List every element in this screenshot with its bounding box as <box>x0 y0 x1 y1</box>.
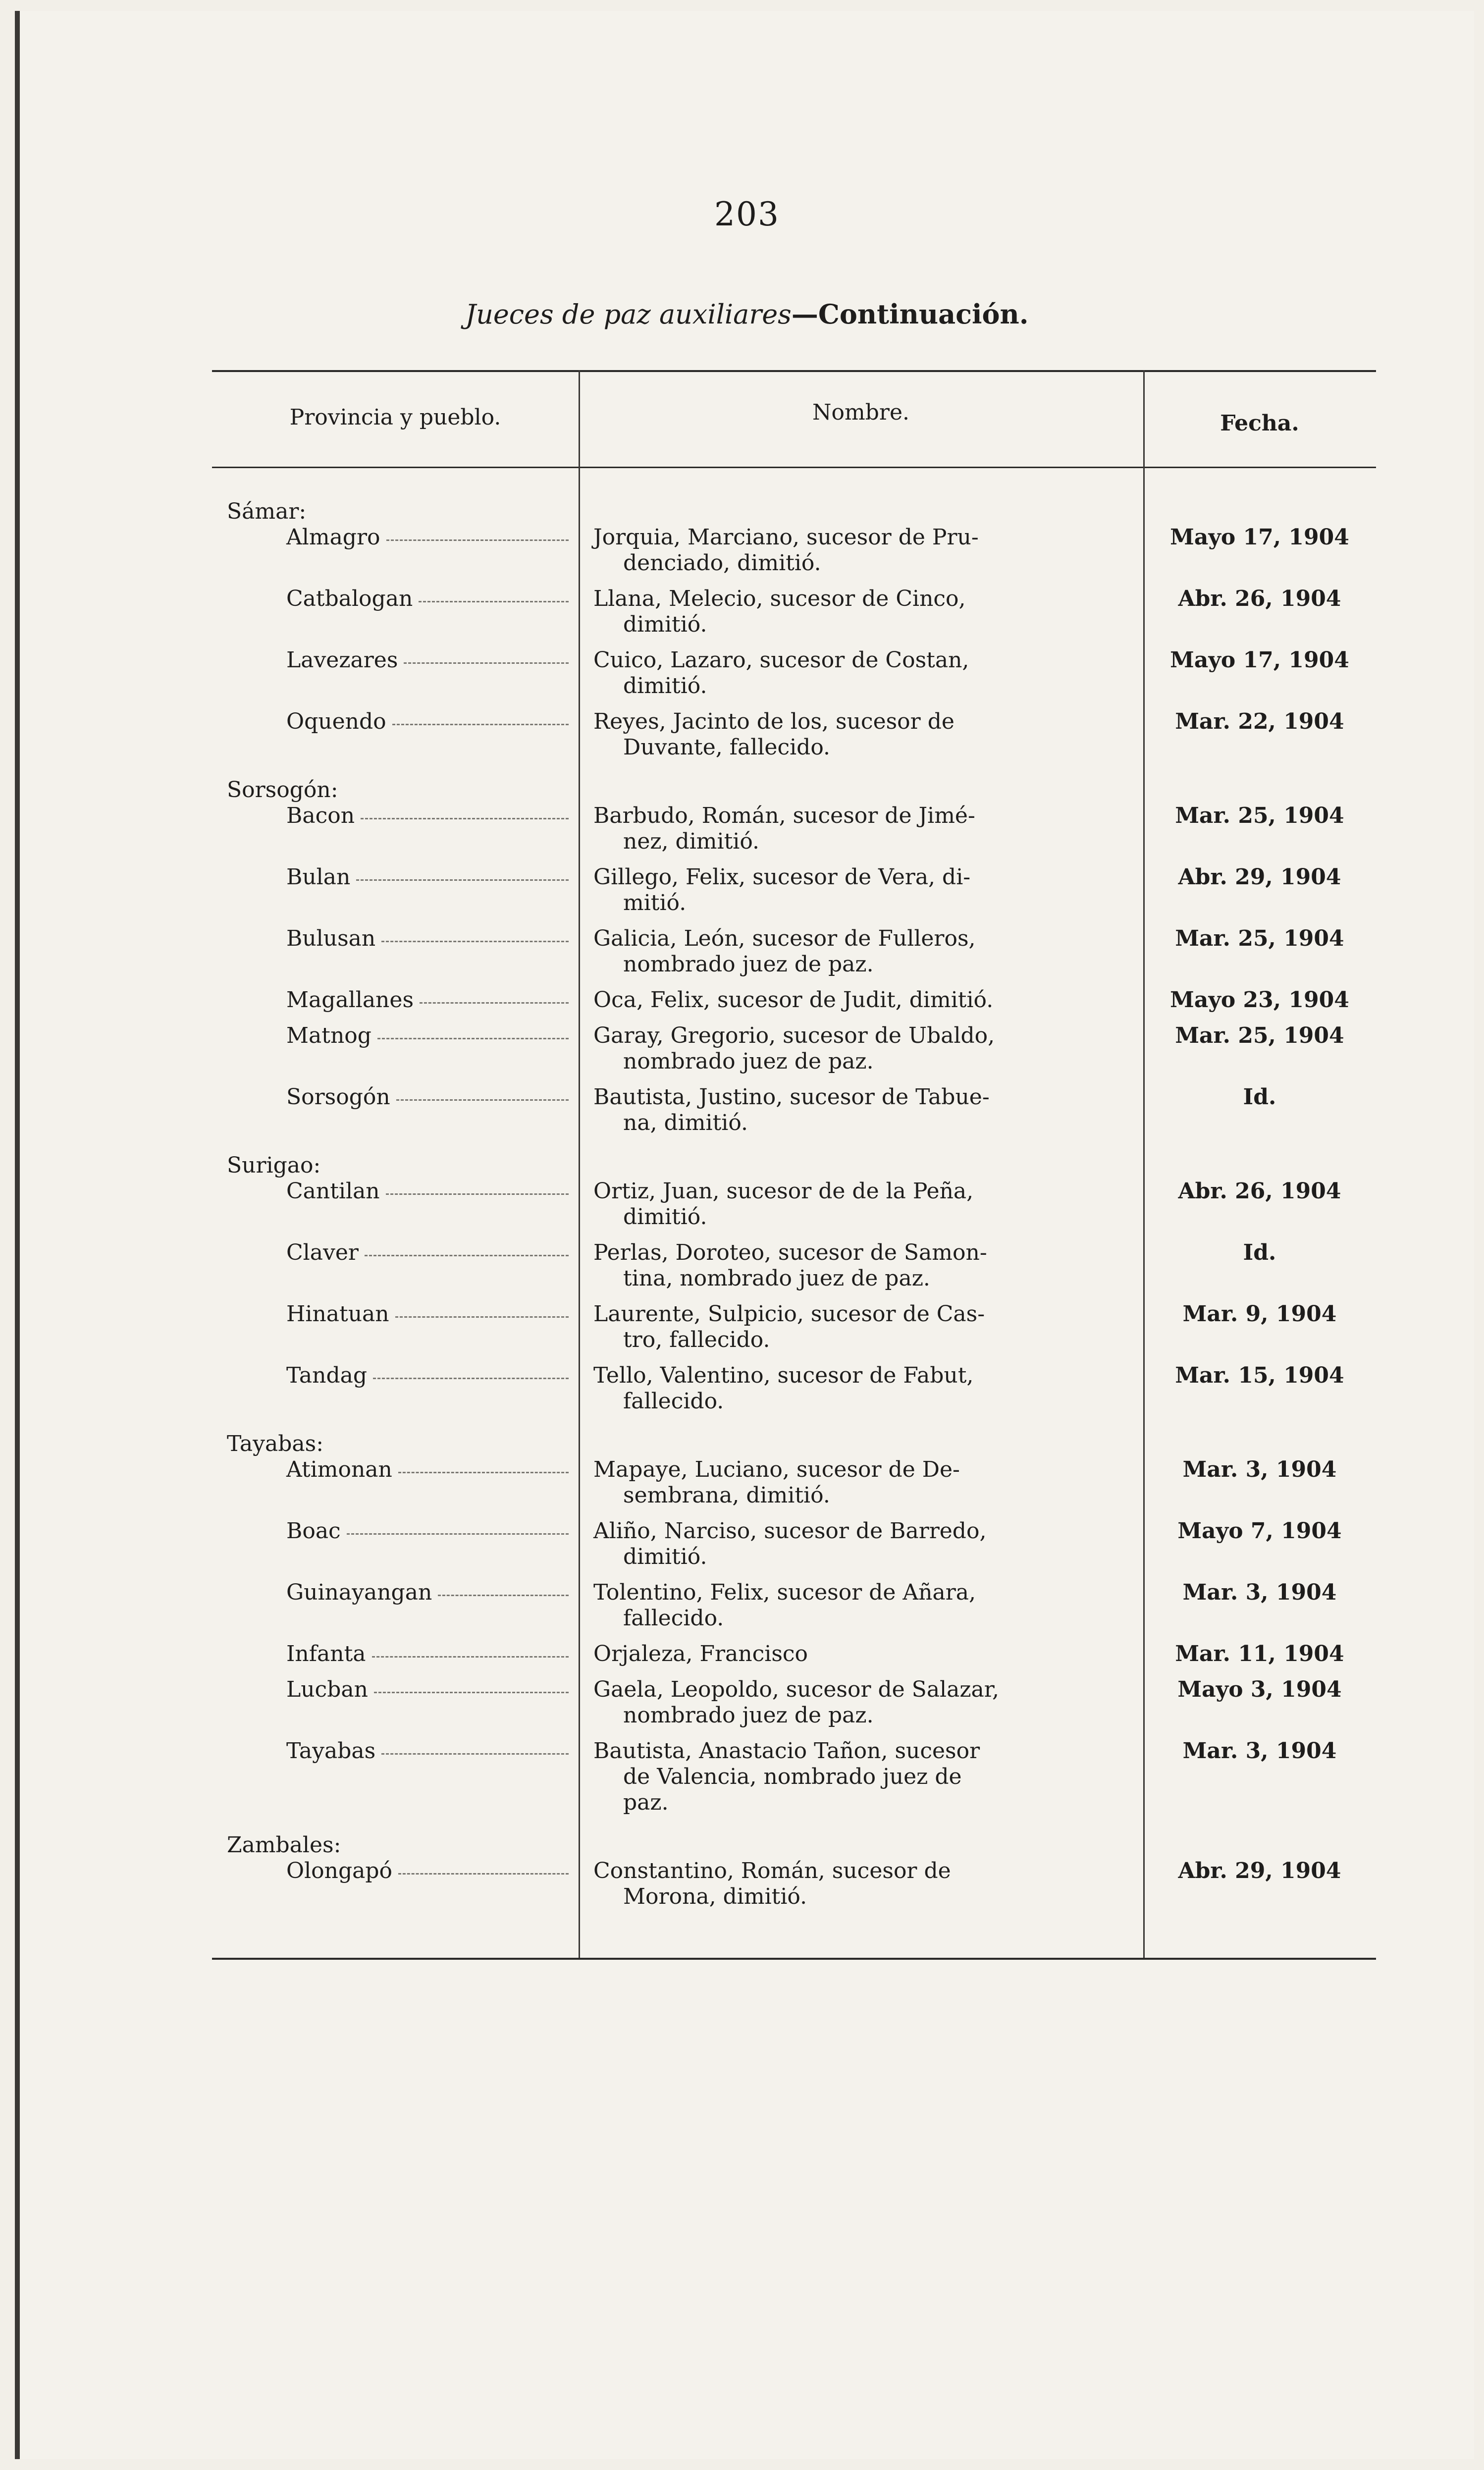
name-line: nez, dimitió. <box>623 829 760 854</box>
town-name: Boac <box>286 1518 341 1544</box>
name-cell <box>579 1858 1143 1910</box>
name-cell <box>579 987 1143 1013</box>
row-gap <box>212 1570 1376 1580</box>
page-title-rest: —Continuación. <box>791 298 1029 330</box>
region-heading: Sorsogón: <box>227 777 338 803</box>
leader-dots <box>395 1301 569 1318</box>
table-row <box>212 1677 1376 1728</box>
table-row <box>212 709 1376 760</box>
name-cell <box>579 1738 1143 1816</box>
row-gap <box>212 1631 1376 1641</box>
name-cell <box>579 1301 1143 1353</box>
name-cell <box>579 1580 1143 1631</box>
town-cell <box>212 1677 579 1728</box>
table-row <box>212 525 1376 576</box>
name-line: nombrado juez de paz. <box>623 1049 874 1074</box>
name-line: nombrado juez de paz. <box>623 1703 874 1728</box>
town-cell <box>212 926 579 977</box>
date-cell: Mayo 23, 1904 <box>1170 987 1349 1013</box>
row-gap <box>212 1291 1376 1301</box>
town-name: Cantilan <box>286 1179 380 1204</box>
date-cell: Id. <box>1243 1084 1276 1110</box>
leader-dots <box>365 1240 569 1256</box>
town-name: Almagro <box>286 525 380 550</box>
town-cell <box>212 525 579 576</box>
name-cell <box>579 525 1143 576</box>
table-row <box>212 803 1376 855</box>
leader-dots <box>438 1580 569 1596</box>
date-cell: Mayo 17, 1904 <box>1170 525 1349 550</box>
name-line: de Valencia, nombrado juez de <box>623 1764 962 1789</box>
name-cell <box>579 1023 1143 1074</box>
table-row <box>212 1301 1376 1353</box>
date-cell: Mar. 25, 1904 <box>1175 803 1344 828</box>
date-cell: Mar. 15, 1904 <box>1175 1363 1344 1388</box>
name-cell <box>579 1363 1143 1414</box>
table-row <box>212 1363 1376 1414</box>
row-gap <box>212 1667 1376 1677</box>
leader-dots <box>381 1738 569 1755</box>
table-row <box>212 586 1376 638</box>
leader-dots <box>404 647 569 664</box>
date-cell: Mar. 3, 1904 <box>1182 1738 1337 1764</box>
town-name: Guinayangan <box>286 1580 432 1605</box>
name-line: Constantino, Román, sucesor de <box>593 1858 951 1883</box>
town-cell <box>212 864 579 916</box>
town-name: Bacon <box>286 803 355 828</box>
name-line: dimitió. <box>623 673 707 698</box>
name-line: Tolentino, Felix, sucesor de Añara, <box>593 1580 976 1605</box>
town-cell <box>212 1518 579 1570</box>
date-cell: Mar. 3, 1904 <box>1182 1580 1337 1605</box>
leader-dots <box>373 1363 569 1379</box>
row-gap <box>212 1816 1376 1826</box>
town-name: Catbalogan <box>286 586 413 611</box>
table-body <box>212 499 1376 1927</box>
region-heading: Surigao: <box>227 1153 321 1178</box>
leader-dots <box>347 1518 569 1535</box>
town-cell <box>212 1363 579 1414</box>
town-name: Tandag <box>286 1363 368 1388</box>
name-line: denciado, dimitió. <box>623 550 821 576</box>
table-row <box>212 987 1376 1013</box>
town-cell <box>212 1457 579 1508</box>
town-cell <box>212 803 579 855</box>
row-gap <box>212 1074 1376 1084</box>
name-line: Gaela, Leopoldo, sucesor de Salazar, <box>593 1677 999 1702</box>
row-gap <box>212 1353 1376 1363</box>
table-row <box>212 926 1376 977</box>
name-line: dimitió. <box>623 1204 707 1230</box>
leader-dots <box>420 987 569 1004</box>
name-cell <box>579 647 1143 699</box>
name-cell <box>579 1179 1143 1230</box>
town-cell <box>212 586 579 638</box>
name-line: Orjaleza, Francisco <box>593 1641 808 1666</box>
date-cell: Abr. 29, 1904 <box>1178 1858 1341 1883</box>
town-cell <box>212 1179 579 1230</box>
name-line: fallecido. <box>623 1606 724 1631</box>
region-gap <box>212 1424 1376 1431</box>
town-cell <box>212 1301 579 1353</box>
name-line: Morona, dimitió. <box>623 1884 807 1909</box>
date-cell: Abr. 26, 1904 <box>1178 586 1341 611</box>
town-name: Infanta <box>286 1641 366 1666</box>
date-cell: Mayo 3, 1904 <box>1177 1677 1342 1702</box>
table-row <box>212 647 1376 699</box>
row-gap <box>212 916 1376 926</box>
name-line: paz. <box>623 1790 669 1815</box>
town-name: Oquendo <box>286 709 386 734</box>
row-gap <box>212 1136 1376 1146</box>
name-cell <box>579 586 1143 638</box>
region-gap <box>212 770 1376 777</box>
town-name: Claver <box>286 1240 359 1265</box>
name-line: sembrana, dimitió. <box>623 1483 830 1508</box>
row-gap <box>212 1230 1376 1240</box>
page-number: 203 <box>714 195 780 233</box>
name-cell <box>579 1084 1143 1136</box>
table-row <box>212 1179 1376 1230</box>
date-cell: Mar. 3, 1904 <box>1182 1457 1337 1482</box>
town-name: Sorsogón <box>286 1084 390 1110</box>
table-row <box>212 1084 1376 1136</box>
row-gap <box>212 1508 1376 1518</box>
name-line: Duvante, fallecido. <box>623 735 831 760</box>
name-line: na, dimitió. <box>623 1110 748 1135</box>
date-cell: Mar. 9, 1904 <box>1182 1301 1337 1327</box>
leader-dots <box>396 1084 569 1101</box>
row-gap <box>212 638 1376 647</box>
name-cell <box>579 1518 1143 1570</box>
date-cell: Mayo 17, 1904 <box>1170 647 1349 673</box>
row-gap <box>212 977 1376 987</box>
name-line: mitió. <box>623 890 687 915</box>
leader-dots <box>386 525 569 541</box>
row-gap <box>212 855 1376 864</box>
region-heading: Zambales: <box>227 1832 341 1858</box>
leader-dots <box>356 864 569 881</box>
table-row <box>212 1457 1376 1508</box>
region-gap <box>212 1920 1376 1927</box>
name-line: dimitió. <box>623 1544 707 1569</box>
name-line: Gillego, Felix, sucesor de Vera, di- <box>593 864 971 890</box>
row-gap <box>212 1728 1376 1738</box>
name-cell <box>579 1457 1143 1508</box>
name-line: Bautista, Justino, sucesor de Tabue- <box>593 1084 990 1110</box>
name-cell <box>579 864 1143 916</box>
name-line: Bautista, Anastacio Tañon, sucesor <box>593 1738 980 1764</box>
town-name: Atimonan <box>286 1457 392 1482</box>
leader-dots <box>361 803 569 819</box>
table-row <box>212 1518 1376 1570</box>
row-gap <box>212 699 1376 709</box>
name-cell <box>579 926 1143 977</box>
name-line: Galicia, León, sucesor de Fulleros, <box>593 926 976 951</box>
leader-dots <box>398 1457 569 1473</box>
date-cell: Mar. 22, 1904 <box>1175 709 1344 734</box>
leader-dots <box>392 709 569 725</box>
name-cell <box>579 1677 1143 1728</box>
name-line: nombrado juez de paz. <box>623 952 874 977</box>
town-name: Hinatuan <box>286 1301 389 1327</box>
header-fecha: Fecha. <box>1220 411 1299 436</box>
name-line: Laurente, Sulpicio, sucesor de Cas- <box>593 1301 985 1327</box>
town-cell <box>212 1738 579 1816</box>
name-line: tro, fallecido. <box>623 1327 770 1352</box>
name-line: Mapaye, Luciano, sucesor de De- <box>593 1457 960 1482</box>
name-cell <box>579 709 1143 760</box>
name-line: Garay, Gregorio, sucesor de Ubaldo, <box>593 1023 995 1048</box>
row-gap <box>212 1910 1376 1920</box>
town-name: Bulusan <box>286 926 376 951</box>
date-cell: Mayo 7, 1904 <box>1177 1518 1342 1544</box>
row-gap <box>212 760 1376 770</box>
date-cell: Abr. 26, 1904 <box>1178 1179 1341 1204</box>
row-gap <box>212 576 1376 586</box>
town-name: Bulan <box>286 864 351 890</box>
name-line: Llana, Melecio, sucesor de Cinco, <box>593 586 966 611</box>
table-top-rule <box>212 370 1376 372</box>
name-line: Perlas, Doroteo, sucesor de Samon- <box>593 1240 987 1265</box>
table-row <box>212 1858 1376 1910</box>
name-line: Jorquia, Marciano, sucesor de Pru- <box>593 525 979 550</box>
table-row <box>212 1641 1376 1667</box>
town-name: Lavezares <box>286 647 398 673</box>
book-page <box>15 11 1474 2459</box>
name-line: Cuico, Lazaro, sucesor de Costan, <box>593 647 969 673</box>
leader-dots <box>398 1858 569 1875</box>
table-row <box>212 1240 1376 1291</box>
leader-dots <box>419 586 569 602</box>
table-row <box>212 864 1376 916</box>
name-cell <box>579 1641 1143 1667</box>
name-line: tina, nombrado juez de paz. <box>623 1266 930 1291</box>
judges-table <box>212 370 1376 1960</box>
date-cell: Id. <box>1243 1240 1276 1265</box>
town-cell <box>212 1023 579 1074</box>
town-name: Olongapó <box>286 1858 393 1883</box>
town-cell <box>212 1240 579 1291</box>
town-cell <box>212 1641 579 1667</box>
date-cell: Mar. 25, 1904 <box>1175 926 1344 951</box>
leader-dots <box>377 1023 569 1039</box>
date-cell: Abr. 29, 1904 <box>1178 864 1341 890</box>
name-line: Barbudo, Román, sucesor de Jimé- <box>593 803 975 828</box>
town-name: Matnog <box>286 1023 371 1048</box>
town-name: Lucban <box>286 1677 368 1702</box>
name-line: Aliño, Narciso, sucesor de Barredo, <box>593 1518 987 1544</box>
row-gap <box>212 1013 1376 1023</box>
leader-dots <box>381 926 569 942</box>
town-cell <box>212 709 579 760</box>
town-cell <box>212 1858 579 1910</box>
region-heading: Sámar: <box>227 499 307 524</box>
leader-dots <box>386 1179 569 1195</box>
table-row <box>212 1023 1376 1074</box>
name-line: Ortiz, Juan, sucesor de de la Peña, <box>593 1179 974 1204</box>
town-cell <box>212 987 579 1013</box>
town-name: Magallanes <box>286 987 414 1013</box>
region-heading: Tayabas: <box>227 1431 324 1456</box>
date-cell: Mar. 11, 1904 <box>1175 1641 1344 1666</box>
header-nombre: Nombre. <box>812 400 909 425</box>
table-bottom-rule <box>212 1958 1376 1960</box>
region-gap <box>212 1826 1376 1832</box>
page-title <box>20 298 1474 330</box>
name-cell <box>579 803 1143 855</box>
name-line: fallecido. <box>623 1389 724 1414</box>
date-cell: Mar. 25, 1904 <box>1175 1023 1344 1048</box>
name-line: Reyes, Jacinto de los, sucesor de <box>593 709 954 734</box>
leader-dots <box>374 1677 569 1693</box>
leader-dots <box>372 1641 569 1658</box>
header-provincia: Provincia y pueblo. <box>289 405 501 430</box>
table-row <box>212 1580 1376 1631</box>
table-header-rule <box>212 467 1376 468</box>
town-cell <box>212 1084 579 1136</box>
name-line: Oca, Felix, sucesor de Judit, dimitió. <box>593 987 994 1013</box>
table-row <box>212 1738 1376 1816</box>
town-cell <box>212 1580 579 1631</box>
town-cell <box>212 647 579 699</box>
town-name: Tayabas <box>286 1738 376 1764</box>
name-cell <box>579 1240 1143 1291</box>
page-title-italic: Jueces de paz auxiliares <box>465 299 792 330</box>
name-line: dimitió. <box>623 612 707 637</box>
name-line: Tello, Valentino, sucesor de Fabut, <box>593 1363 974 1388</box>
region-gap <box>212 1146 1376 1153</box>
row-gap <box>212 1414 1376 1424</box>
